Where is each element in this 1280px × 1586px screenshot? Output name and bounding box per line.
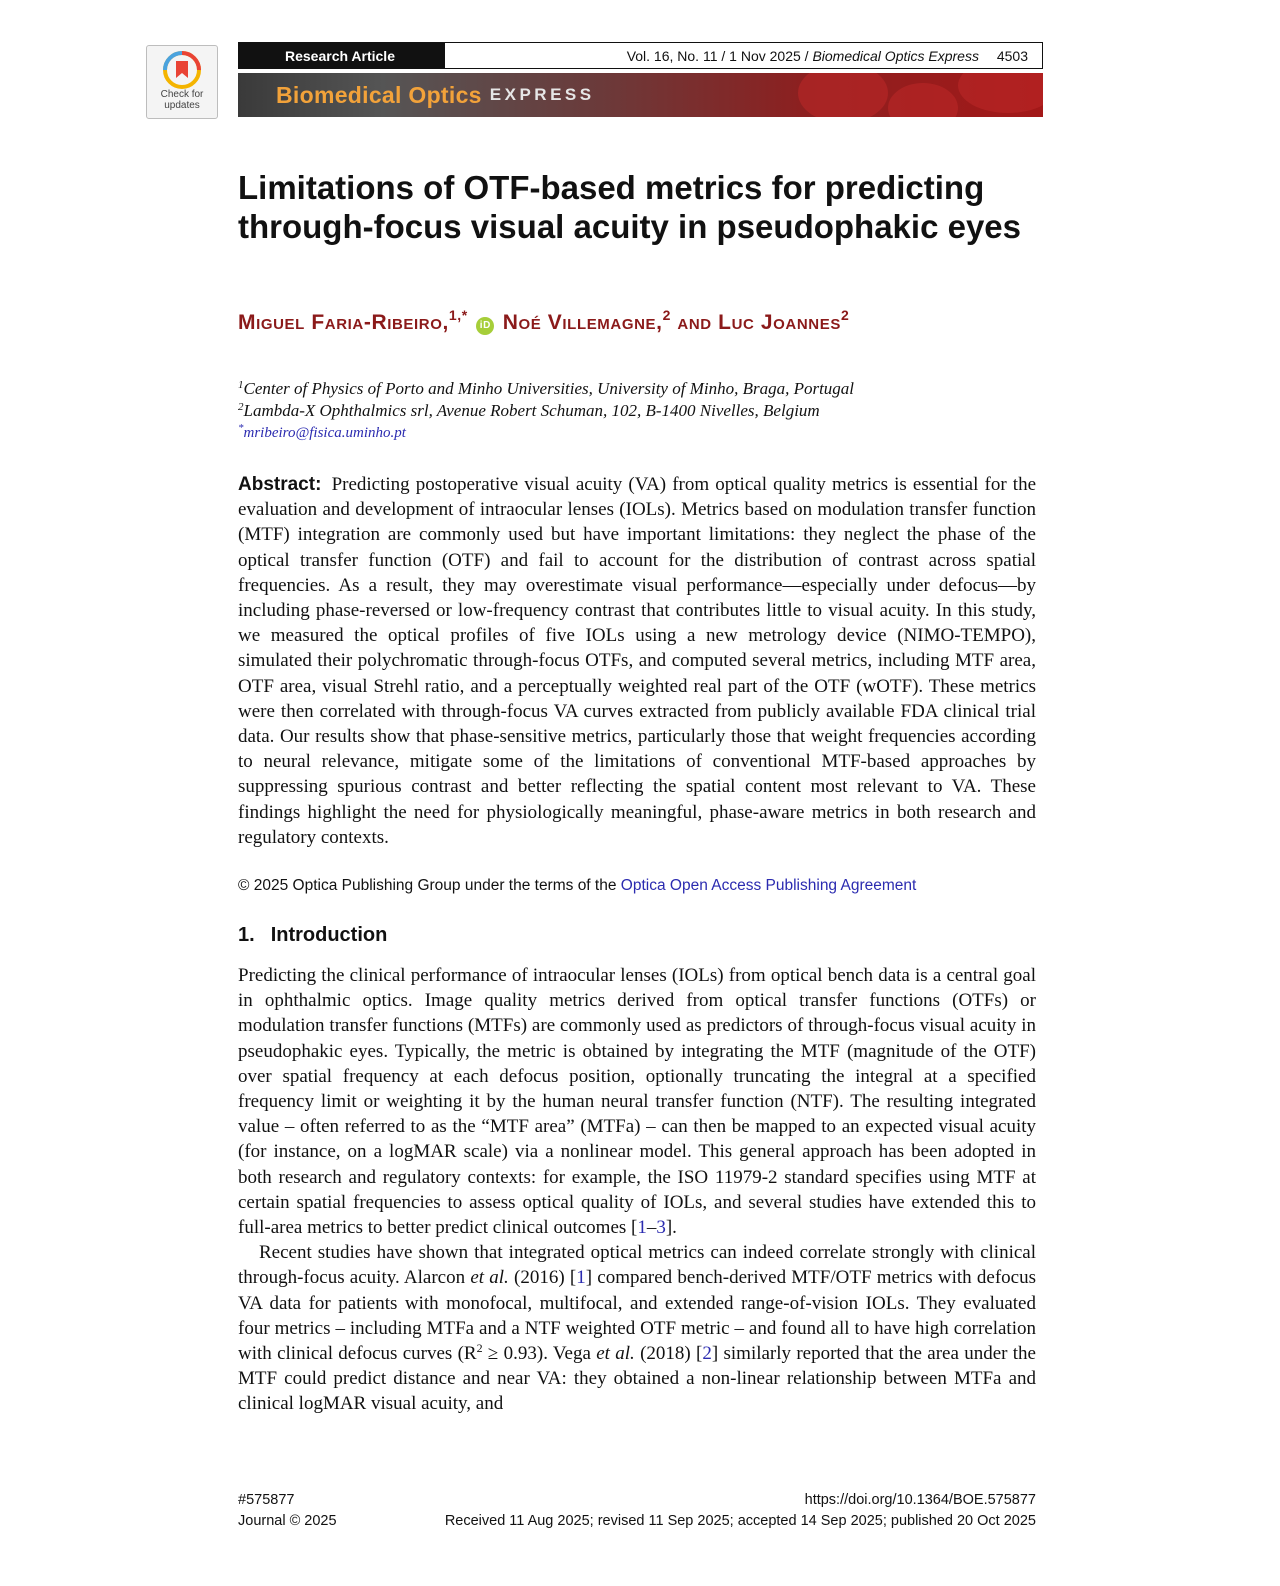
copyright-link[interactable]: Optica Open Access Publishing Agreement (620, 877, 917, 894)
journal-header (238, 42, 1043, 69)
banner-express: EXPRESS (489, 85, 595, 104)
abstract (238, 472, 1036, 850)
citation-dash: – (646, 1217, 657, 1239)
affiliation-1-text: Center of Physics of Porto and Minho Universities, University of Minho, Braga, Portugal (243, 379, 855, 398)
citation-link[interactable]: 2 (702, 1343, 712, 1365)
author-2: Noé Villemagne, (502, 311, 663, 334)
introduction-body (238, 963, 1036, 1417)
article-type-label: Research Article (239, 43, 445, 68)
section-heading (238, 924, 387, 947)
citation-link[interactable]: 3 (656, 1217, 666, 1239)
affiliations (238, 378, 1038, 444)
page-number: 4503 (996, 47, 1028, 64)
paragraph-2-text: (2018) [ (634, 1343, 703, 1365)
footer-row-2 (238, 1511, 1036, 1532)
abstract-text: Predicting postoperative visual acuity (VA) from optical quality metrics is essential for the evaluation and development of intraocular lenses (IOLs). Metrics based on modulation transfer function (MTF) integration are commonly used but have important limitations: they neglect the phase of the optical transfer function (OTF) and fail to account for the distribution of contrast across spatial frequencies. As a result, they may overestimate visual performance—especially under defocus—by including phase-reversed or low-frequency contrast that contributes little to visual acuity. In this study, we measured the optical profiles of five IOLs using a new metrology device (NIMO-TEMPO), simulated their polychromatic through-focus OTFs, and computed several metrics, including MTF area, OTF area, visual Strehl ratio, and a perceptually weighted real part of the OTF (wOTF). These metrics were then correlated with through-focus VA curves extracted from publicly available FDA clinical trial data. Our results show that phase-sensitive metrics, particularly those that weight frequencies according to neural relevance, mitigate some of the limitations of conventional MTF-based approaches by suppressing spurious contrast and better reflecting the spatial content most relevant to VA. These findings highlight the need for physiologically meaningful, phase-aware metrics in both research and regulatory contexts. (238, 474, 1037, 848)
badge-line1: Check for (160, 89, 204, 100)
paragraph-2-text: ] similarly reported that the area under the MTF could predict distance and near VA: they obtained a non-linear relationship between MTFa and clinical logMAR visual acuity, and (238, 1343, 1036, 1415)
superscript: 2 (476, 1341, 483, 1356)
paragraph-1 (238, 963, 1036, 1240)
publication-dates: Received 11 Aug 2025; revised 11 Sep 2025; accepted 14 Sep 2025; published 20 Oct 2025 (444, 1513, 1036, 1529)
paragraph-2-text: ] compared bench-derived MTF/OTF metrics with defocus VA data for patients with monofocal, multifocal, and extended range-of-vision IOLs. They evaluated four metrics – including MTFa and a NTF weighted OTF metric – and found all to have high correlation with clinical defocus curves (R (238, 1267, 1036, 1365)
author-2-affil: 2 (662, 307, 671, 323)
author-list (238, 308, 1038, 338)
article-title: Limitations of OTF-based metrics for predicting through-focus visual acuity in pseudophakic eyes (238, 169, 1022, 245)
affiliation-1-marker: 1 (238, 379, 244, 391)
et-al: et al. (596, 1343, 635, 1365)
volume-info (627, 48, 1042, 64)
paragraph-2-text: (2016) [ (508, 1267, 577, 1289)
journal-copyright: Journal © 2025 (238, 1513, 337, 1529)
section-title: Introduction (270, 924, 388, 946)
banner-cell-shape (798, 73, 888, 117)
copyright-notice (238, 877, 916, 895)
check-for-updates-badge[interactable] (146, 45, 218, 119)
section-number: 1. (238, 924, 255, 946)
banner-journal-name: Biomedical Optics (276, 81, 482, 108)
paragraph-1-text: Predicting the clinical performance of intraocular lenses (IOLs) from optical bench data is a central goal in ophthalmic optics. Image quality metrics derived from optical transfer functions (OTFs) or modulation transfer functions (MTFs) are commonly used as predictors of through-focus visual acuity in pseudophakic eyes. Typically, the metric is obtained by integrating the MTF (magnitude of the OTF) over spatial frequency at each defocus position, optionally truncating the integral at a specified frequency limit or weighting it by the human neural transfer function (NTF). The resulting integrated value – often referred to as the “MTF area” (MTFa) – can then be mapped to an expected visual acuity (for instance, on a logMAR scale) via a nonlinear model. This general approach has been adopted in both research and regulatory contexts: for example, the ISO 11979-2 standard specifies using MTF at certain spatial frequencies to assess optical quality of IOLs, and several studies have extended this to full-area metrics to better predict clinical outcomes [ (238, 965, 1036, 1239)
manuscript-id: #575877 (238, 1492, 295, 1508)
email-link[interactable]: mribeiro@fisica.uminho.pt (243, 425, 406, 441)
footer-row-1 (238, 1490, 1036, 1511)
check-for-updates-icon (163, 51, 201, 89)
orcid-icon[interactable]: iD (476, 317, 494, 335)
journal-name: Biomedical Optics Express (812, 47, 979, 64)
et-al: et al. (470, 1267, 509, 1289)
copyright-text: © 2025 Optica Publishing Group under the terms of the (238, 877, 617, 894)
affiliation-2-text: Lambda-X Ophthalmics srl, Avenue Robert Schuman, 102, B-1400 Nivelles, Belgium (243, 401, 820, 420)
corresponding-email[interactable] (238, 422, 1038, 444)
banner-cell-shape (888, 83, 958, 117)
author-3: Luc Joannes (718, 311, 841, 334)
citation-link[interactable]: 1 (576, 1267, 586, 1289)
page-footer (238, 1490, 1036, 1532)
abstract-label: Abstract: (238, 474, 322, 495)
journal-banner (238, 73, 1043, 117)
doi-link[interactable]: https://doi.org/10.1364/BOE.575877 (804, 1492, 1036, 1508)
author-1-affil: 1,* (448, 307, 468, 323)
affiliation-2 (238, 400, 1038, 422)
affiliation-2-marker: 2 (238, 401, 244, 413)
paragraph-1-end: ]. (665, 1217, 677, 1239)
email-marker: * (238, 422, 244, 434)
author-1: Miguel Faria-Ribeiro, (238, 311, 449, 334)
volume-text: Vol. 16, No. 11 / 1 Nov 2025 / (626, 47, 809, 64)
author-3-affil: 2 (840, 307, 850, 323)
badge-line2: updates (164, 100, 200, 111)
paragraph-2-text: Recent studies have shown that integrated optical metrics can indeed correlate strongly with clinical through-focus acuity. Alarcon (238, 1242, 1036, 1289)
banner-cell-shape (958, 73, 1043, 113)
author-conjunction: and (677, 311, 712, 334)
citation-link[interactable]: 1 (637, 1217, 647, 1239)
paragraph-2 (238, 1240, 1036, 1416)
affiliation-1 (238, 378, 1038, 400)
paragraph-2-text: ≥ 0.93). Vega (482, 1343, 597, 1365)
